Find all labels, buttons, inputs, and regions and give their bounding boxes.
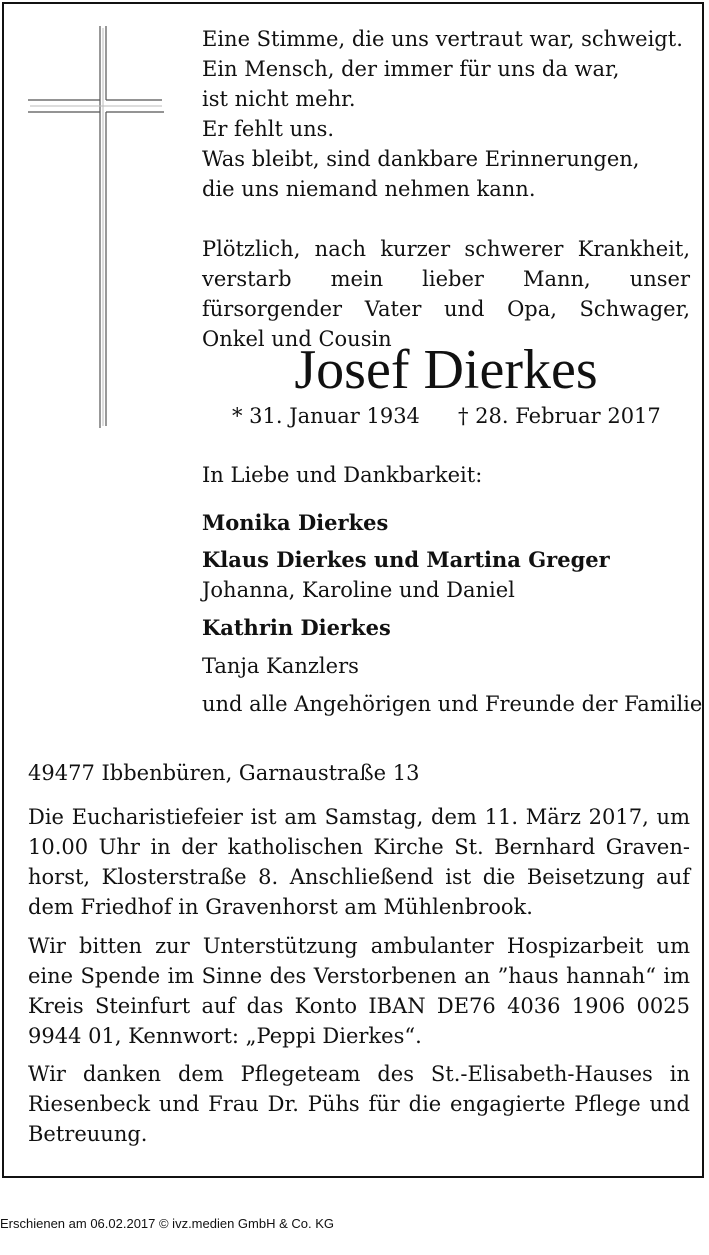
mourner-daughter: Kathrin Dierkes — [202, 615, 391, 640]
mourner-son: Klaus Dierkes und Martina Greger — [202, 547, 610, 572]
poem-line: die uns niemand nehmen kann. — [202, 177, 536, 201]
birth-date: * 31. Januar 1934 — [232, 404, 420, 428]
poem-line: ist nicht mehr. — [202, 87, 356, 111]
poem — [202, 24, 692, 204]
donation-info: Wir bitten zur Unterstützung ambulanter Hospizarbeit um eine Spende im Sinne des Verstorbenen an ”haus hannah“ im Kreis Steinfurt auf das Konto IBAN DE76 4036 1906 0025 9944 01, Kennwort: „Peppi Dierkes“. — [28, 934, 690, 1048]
poem-line: Eine Stimme, die uns vertraut war, schweigt. — [202, 27, 683, 51]
poem-line: Er fehlt uns. — [202, 117, 335, 141]
gratitude-text: Wir danken dem Pflegeteam des St.-Elisabeth-Hauses in Riesenbeck und Frau Dr. Pühs für die engagierte Pflege und Betreuung. — [28, 1062, 690, 1146]
mourner-other: Tanja Kanzlers — [202, 654, 359, 678]
poem-line: Was bleibt, sind dankbare Erinnerungen, — [202, 147, 640, 171]
service-info: Die Eucharistiefeier ist am Samstag, dem 11. März 2017, um 10.00 Uhr in der katholischen Kirche St. Bernhard Gravenhorst, Klosterstraße 8. Anschließend ist die Beisetzung auf dem Friedhof in Gravenhorst am Mühlenbrook. — [28, 805, 690, 919]
mourner-grandchildren: Johanna, Karoline und Daniel — [202, 578, 515, 602]
death-date: † 28. Februar 2017 — [458, 404, 661, 428]
mourner-all: und alle Angehörigen und Freunde der Familie — [202, 692, 703, 716]
obituary-frame — [2, 2, 704, 1178]
cross-icon — [28, 26, 166, 428]
thanks-line: In Liebe und Dankbarkeit: — [202, 463, 483, 487]
intro-text: Plötzlich, nach kurzer schwerer Krankheit, verstarb mein lieber Mann, unser fürsorgender Vater und Opa, Schwager, Onkel und Cousin — [202, 237, 690, 351]
address: 49477 Ibbenbüren, Garnaustraße 13 — [28, 761, 420, 785]
mourner-wife: Monika Dierkes — [202, 510, 389, 535]
poem-line: Ein Mensch, der immer für uns da war, — [202, 57, 620, 81]
publication-footer: Erschienen am 06.02.2017 © ivz.medien GmbH & Co. KG — [0, 1216, 335, 1231]
deceased-name: Josef Dierkes — [294, 339, 598, 401]
